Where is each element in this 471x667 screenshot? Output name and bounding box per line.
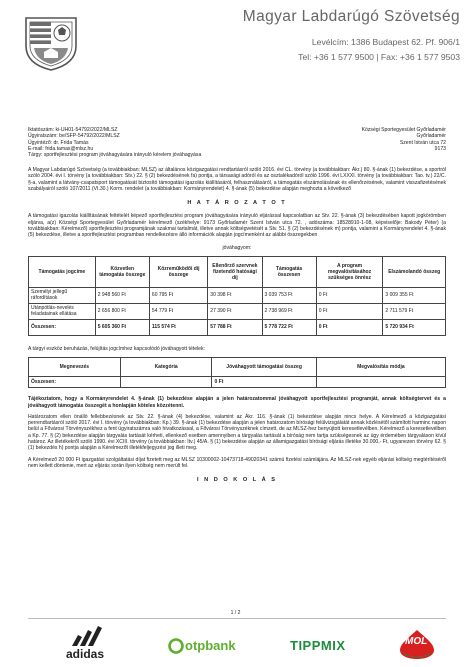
assets-intro: A tárgyi eszköz beruházás, felújítás jogcímhez kapcsolódó jóváhagyott tételek: (28, 345, 205, 352)
org-address: Levélcím: 1386 Budapest 62. Pf. 906/1 (311, 37, 460, 47)
mlsz-crest-logo (22, 12, 80, 72)
assets-table (28, 357, 446, 388)
adidas-wordmark: adidas (66, 647, 105, 661)
meta-case-number: Ügyiratszám: be/SFP-54792/2022/MLSZ (28, 133, 120, 140)
col-header-category: Kategória (120, 358, 212, 377)
cell-intermediary: 60 795 Ft (149, 287, 207, 303)
cell-own-share: 0 Ft (316, 319, 383, 335)
meta-registration-number: Iktatószám: ki-UH01-54792/2022/MLSZ (28, 127, 118, 133)
recipient-city: Győrladamér (416, 133, 446, 140)
appeal-paragraph: Határozatom ellen önálló fellebbezésnek az Stv. 22. §-ának (4) bekezdése, valamint az Ákr. 116. §-ának (1) bekezdése alapján nincs helye. A Kérelmező a közigazgatási perrendtartásról szóló 2017. évi I. törvény (a továbbiakban: Kp.) 39. §-ának (1) bekezdése alapján a jelen határozatom bírósági felülvizsgálatát annak közlésétől számított harminc napon belül a Fővárosi Törvényszékhez a fent ügyiratszámra való hivatkozással, a Fővárosi Törvényszéknek címzett, de az MLSZ-hez benyújtott keresetlevélben. Kérelmező a keresetlevélben a Kp. 77. § (2) bekezdése alapján tárgyalás tartását kérheti, ellenkező esetben amennyiben a tárgyalás tartását a bíróság nem tartja szükségesnek az ügy érdemében tárgyaláson kívül határoz. Az illetékekről szóló 1990. évi XCIII. törvény (a továbbiakban: Itv.) 45/A. § (1) bekezdése alapján az államigazgatási bírósági eljárás illetéke 30.000,- Ft, ugyanezen törvény 62. § (1) bekezdés h) pontja alapján a Kérelmezőt illetékfeljegyzési jog illeti meg. (28, 413, 446, 452)
cell-authority-fee: 57 788 Ft (208, 319, 262, 335)
document-meta (28, 127, 446, 167)
sponsor-bar (0, 624, 471, 664)
mol-wordmark: MOL (405, 636, 428, 647)
cell-total-label: Összesen: (29, 319, 96, 335)
org-phone-fax: Tel: +36 1 577 9500 | Fax: +36 1 577 9503 (298, 52, 460, 62)
tippmix-wordmark: TIPPMIX (290, 638, 346, 653)
page-number: 1 / 2 (230, 610, 241, 616)
cell-total: 2 738 969 Ft (262, 303, 316, 319)
cell-total: 5 778 722 Ft (262, 319, 316, 335)
recipient-zip: 9173 (434, 145, 446, 152)
recipient-street: Szent István utca 72 (399, 139, 446, 146)
meta-subject: Tárgy: sportfejlesztési program jóváhagyására irányuló kérelem jóváhagyása (28, 152, 202, 159)
decision-paragraph: A támogatási igazolás kiállításának feltételét képező sportfejlesztési program jóváhagyására irányuló eljárással kapcsolatban az Stv. 22. §-ának (3) bekezdésében kapott jogkörömben eljárva, a(z) Községi Sportegyesület Győrladamér kérelmező (székhelye: 9173 Győrladamér Szent István utca 72. , adószáma: 18528910-1-08, képviselője: Bakody Péter) (a továbbiakban: Kérelmező) sportfejlesztési programjának szakmai tartalmát, illetve annak költségvetését a Stv. 51. § (2) bekezdésének m) pontja, valamint a Kormányrendelet 4. §-ának (5) bekezdése, illetve a sportfejlesztési programban rendelkezésre álló információk alapján jogcímenként az alábbi összegekben (28, 213, 446, 239)
cell-settlement: 2 711 579 Ft (383, 303, 446, 319)
cell-settlement: 3 009 355 Ft (383, 287, 446, 303)
intro-paragraph: A Magyar Labdarúgó Szövetség (a továbbiakban: MLSZ) az általános közigazgatási rendtartásról szóló 2016. évi CL. törvény (a továbbiakban: Ákr.) 80. §-ának (1) bekezdése, a sportról szóló 2004. évi I. törvény (a továbbiakban: Stv.) 22. § (2) bekezdésének fa) pontja, a társasági adóról és az osztalékadóról szóló 1996. évi LXXXI. törvény (a továbbiakban: Tao. tv.) 22/C. §-a, valamint a látvány-csapatsport támogatását biztosító támogatási igazolás kiállításáról, felhasználásáról, a támogatás elszámolásának és ellenőrzésének, valamint visszafizetésének szabályairól szóló 107/2011 (VI.30.) Korm. rendelet (a továbbiakban: Kormányrendelet) 4. §-ának (5) bekezdése alapján meghozta a következő (28, 167, 446, 192)
otp-mark-icon (168, 638, 184, 654)
cell-direct: 2 656 800 Ft (95, 303, 149, 319)
col-header-title: Támogatás jogcíme (29, 256, 96, 287)
cell-authority-fee: 27 390 Ft (208, 303, 262, 319)
meta-left-block (28, 127, 201, 158)
publication-notice: Tájékoztatom, hogy a Kormányrendelet 4. §-ának (1) bekezdése alapján a jelen határozatommal jóváhagyott sportfejlesztési programját, annak költségtervet és a jóváhagyott támogatás összegét a honlapján köteles közzétenni. (28, 396, 446, 409)
table-row (29, 287, 446, 303)
col-header-intermediary: Közreműködői díj összege (149, 256, 207, 287)
meta-email: E-mail: frida.tamas@mlsz.hu (28, 145, 94, 152)
col-header-total: Támogatás összesen (262, 256, 316, 287)
recipient-name: Községi Sportegyesület Győrladamér (361, 127, 446, 133)
cell-direct: 5 605 360 Ft (95, 319, 149, 335)
cell-authority-fee: 30 398 Ft (208, 287, 262, 303)
cell-total-label: Összesen: (29, 377, 121, 388)
col-header-direct: Közvetlen támogatás összege (95, 256, 149, 287)
col-header-approved-amount: Jóváhagyott támogatási összeg (212, 358, 316, 377)
fee-paragraph: A Kérelmező 20 000 Ft igazgatási szolgáltatási díjat fizetett meg az MLSZ 10300002-10473718-49020341 számú fizetési számlájára. Az MLSZ-nek egyéb eljárási költség megtérítéséről nem kellett döntenie, mert az eljárás során ilyen költség nem merült fel. (28, 456, 446, 469)
approved-amounts-table (28, 256, 446, 336)
cell-total-value: 0 Ft (212, 377, 316, 388)
table-row (29, 303, 446, 319)
meta-case-officer: Ügyintéző: dr. Frida Tamás (28, 139, 89, 146)
empty-cell (120, 377, 212, 388)
org-name: Magyar Labdarúgó Szövetség (242, 8, 460, 25)
letterhead (0, 0, 471, 82)
reasoning-heading: I N D O K O L Á S (197, 477, 277, 484)
col-header-own-share: A program megvalósításához szükséges önrész (316, 256, 383, 287)
decision-heading: H A T Á R O Z A T O T (187, 200, 287, 207)
cell-own-share: 0 Ft (316, 303, 383, 319)
cell-title: Utánpótlás-nevelés feladatainak ellátása (29, 303, 96, 319)
cell-title: Személyi jellegű ráfordítások (29, 287, 96, 303)
col-header-settlement: Elszámolandó összeg (383, 256, 446, 287)
cell-intermediary: 54 779 Ft (149, 303, 207, 319)
table-total-row (29, 377, 446, 388)
otpbank-wordmark: otpbank (185, 638, 236, 653)
cell-settlement: 5 720 934 Ft (383, 319, 446, 335)
document-body (28, 127, 446, 491)
cell-intermediary: 115 574 Ft (149, 319, 207, 335)
cell-own-share: 0 Ft (316, 287, 383, 303)
table-header-row (29, 256, 446, 287)
empty-cell (316, 377, 445, 388)
col-header-authority-fee: Ellenőrző szervnek fizetendő hatósági díj (208, 256, 262, 287)
footer-divider (28, 618, 446, 619)
approved-label: jóváhagyom: (222, 244, 252, 251)
cell-total: 3 039 753 Ft (262, 287, 316, 303)
cell-direct: 2 948 560 Ft (95, 287, 149, 303)
table-header-row (29, 358, 446, 377)
col-header-implementation: Megvalósítás módja (316, 358, 445, 377)
col-header-name: Megnevezés (29, 358, 121, 377)
table-total-row (29, 319, 446, 335)
recipient-address (362, 127, 446, 152)
